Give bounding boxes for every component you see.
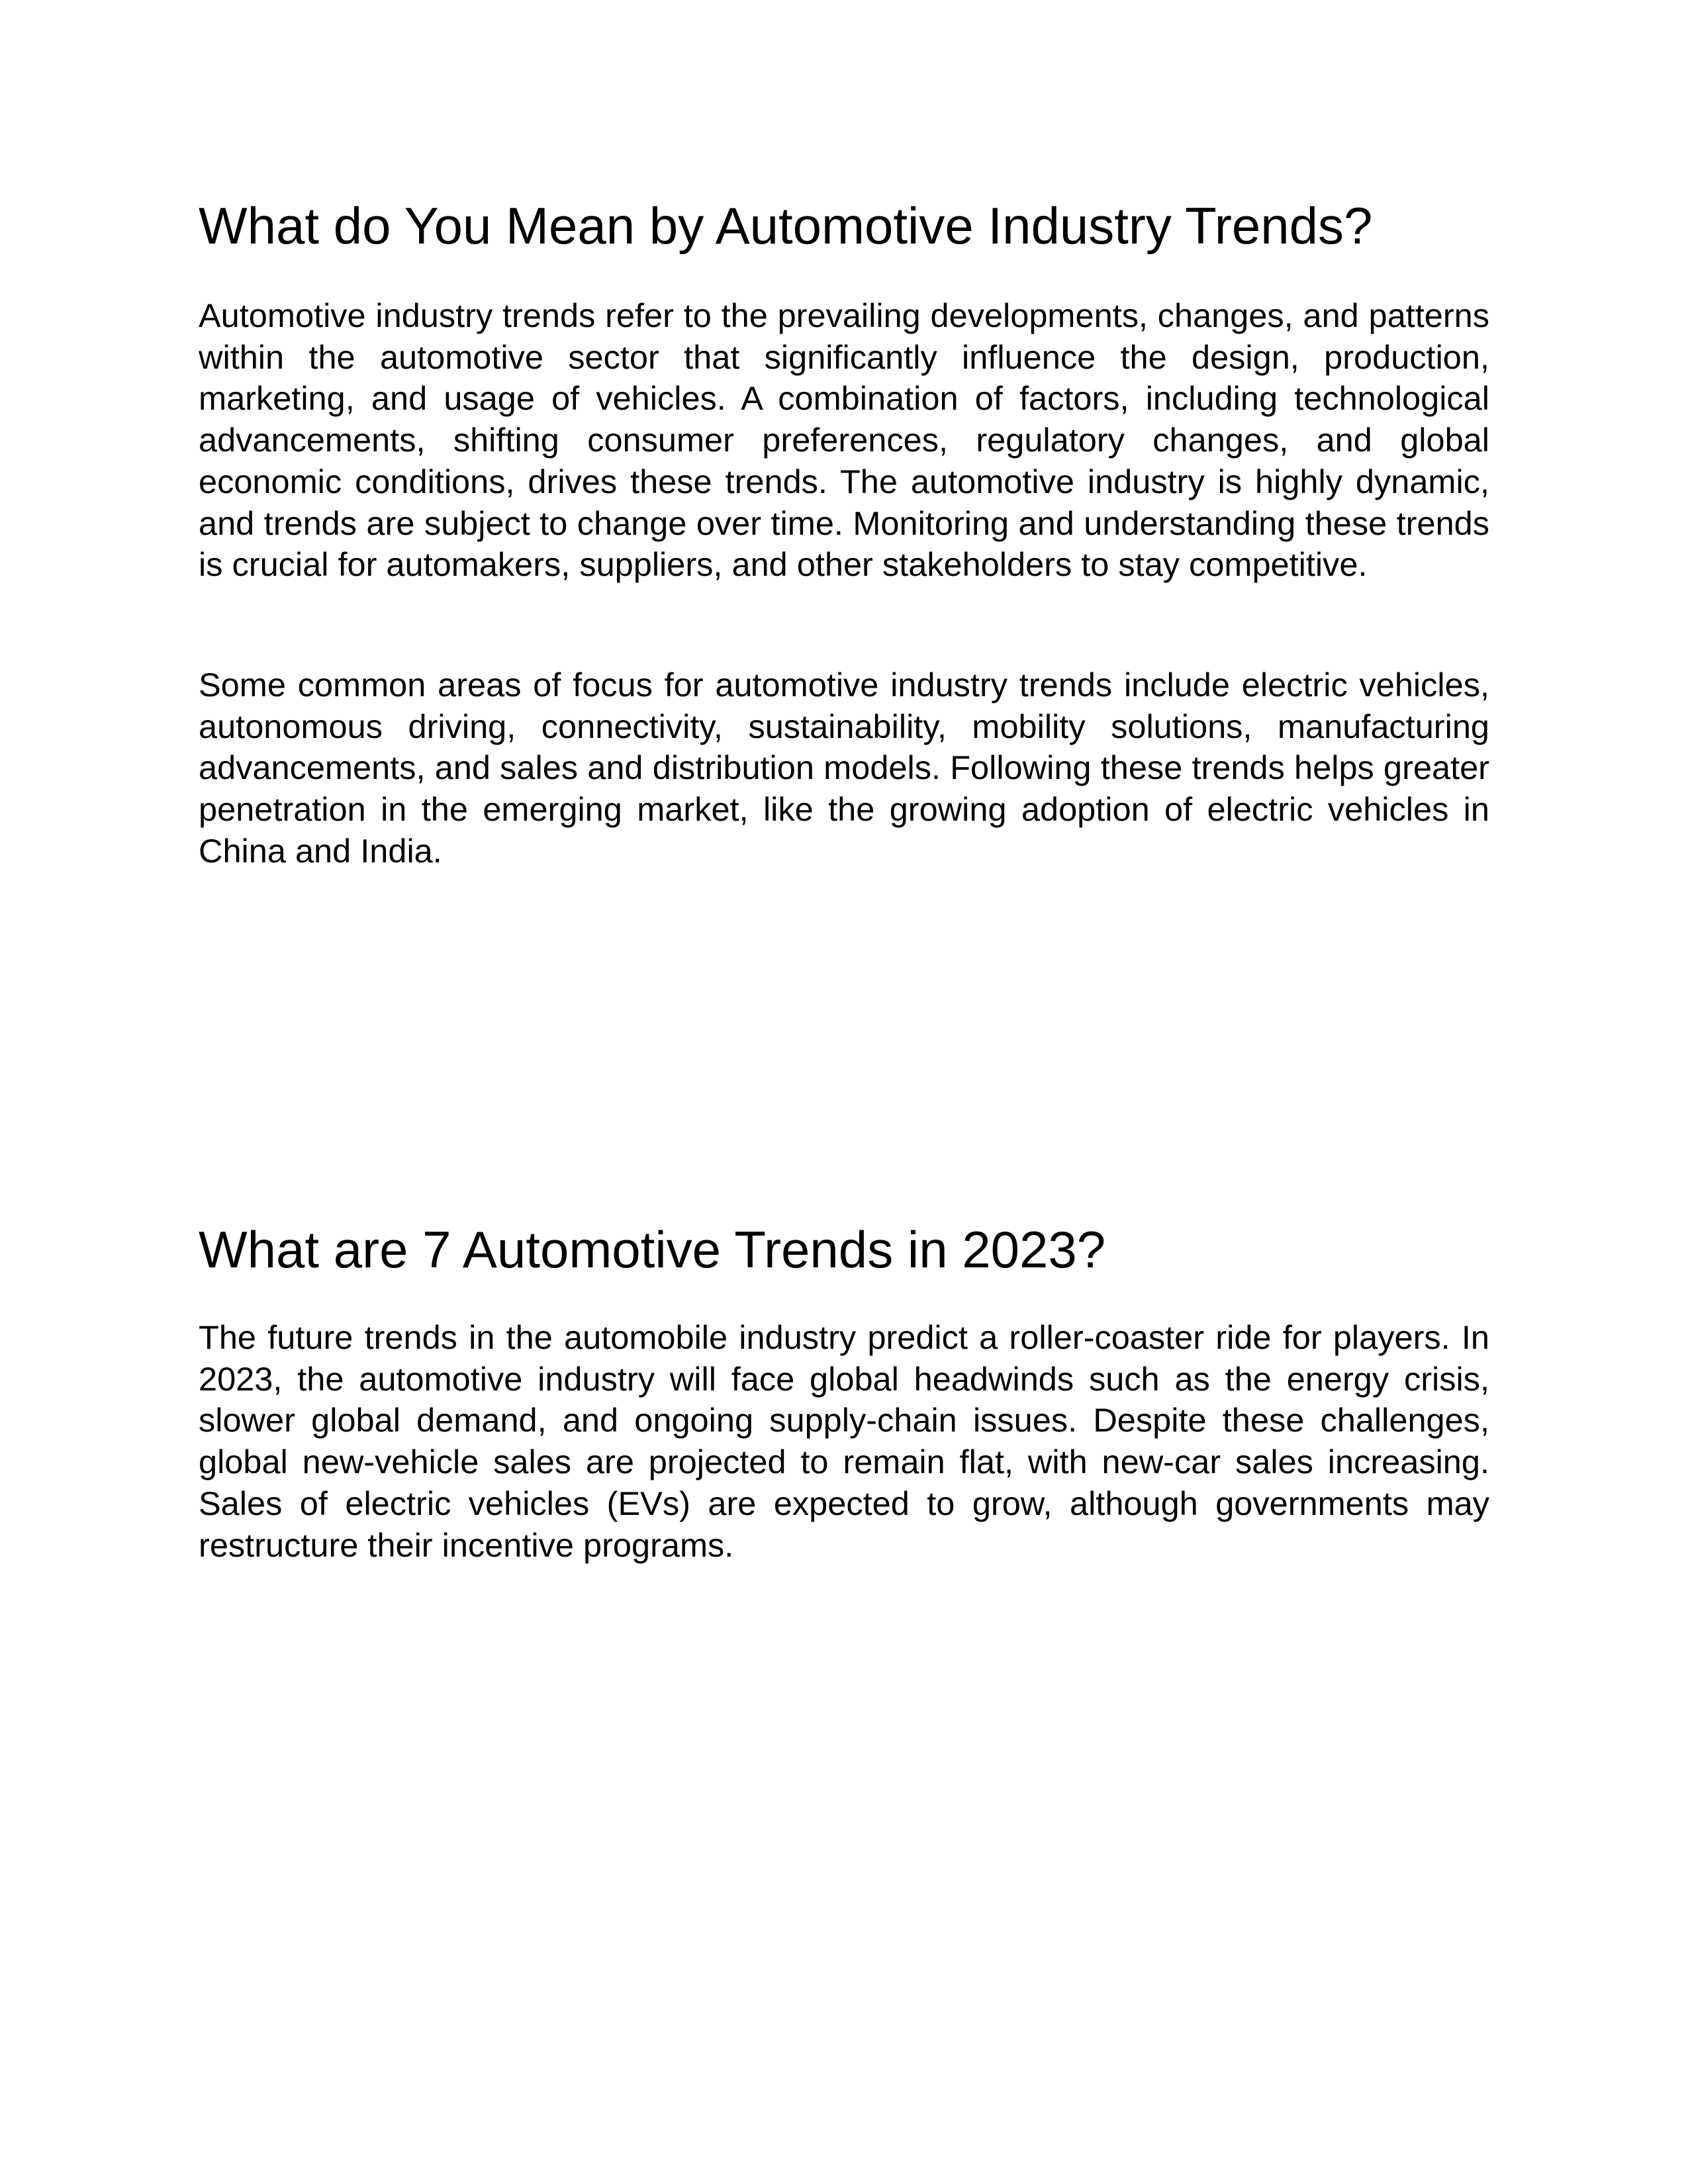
section-heading-automotive-industry-trends: What do You Mean by Automotive Industry Trends? bbox=[199, 197, 1373, 255]
paragraph-focus-areas: Some common areas of focus for automotive industry trends include electric vehicles, autonomous driving, connectivity, sustainability, mobility solutions, manufacturing advancements, and sales and distribution models. Following these trends helps greater penetration in the emerging market, like the growing adoption of electric vehicles in China and India. bbox=[199, 666, 1489, 870]
paragraph-definition: Automotive industry trends refer to the prevailing developments, changes, and patterns within the automotive sector that significantly influence the design, production, marketing, and usage of vehicles. A combination of factors, including technological advancements, shifting consumer preferences, regulatory changes, and global economic conditions, drives these trends. The automotive industry is highly dynamic, and trends are subject to change over time. Monitoring and understanding these trends is crucial for automakers, suppliers, and other stakeholders to stay competitive. bbox=[199, 296, 1489, 584]
paragraph-2023-outlook: The future trends in the automobile industry predict a roller-coaster ride for players. In 2023, the automotive industry will face global headwinds such as the energy crisis, slower global demand, and ongoing supply-chain issues. Despite these challenges, global new-vehicle sales are projected to remain flat, with new-car sales increasing. Sales of electric vehicles (EVs) are expected to grow, although governments may restructure their incentive programs. bbox=[199, 1318, 1489, 1564]
section-heading-2023-trends: What are 7 Automotive Trends in 2023? bbox=[199, 1220, 1106, 1279]
